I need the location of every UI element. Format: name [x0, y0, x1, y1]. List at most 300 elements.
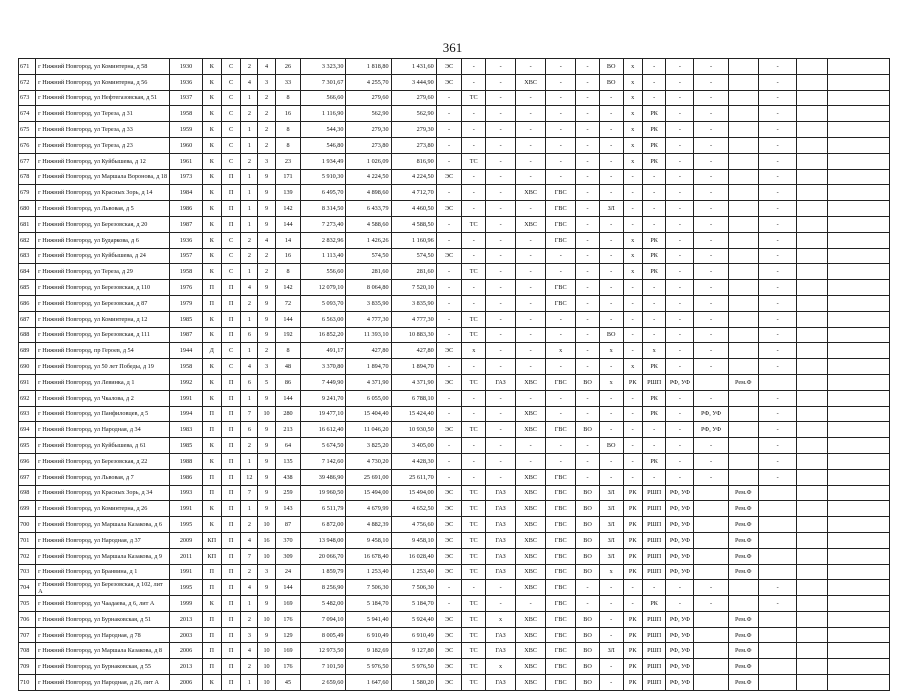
table-cell: РФ, УФ	[666, 485, 694, 501]
table-cell: -	[694, 469, 728, 485]
table-cell: 12 079,10	[301, 280, 346, 296]
table-cell: РШП	[642, 611, 666, 627]
table-cell: С	[221, 59, 240, 75]
table-cell: П	[221, 216, 240, 232]
table-cell: 9	[258, 596, 275, 612]
table-cell: 695	[19, 438, 36, 454]
table-cell: 9	[258, 501, 275, 517]
table-cell: 273,80	[346, 137, 391, 153]
table-cell: П	[202, 580, 221, 596]
table-cell: РФ, УФ	[666, 611, 694, 627]
table-cell: 4	[241, 532, 258, 548]
table-cell	[797, 232, 827, 248]
table-cell: -	[599, 153, 623, 169]
table-cell: П	[202, 659, 221, 675]
table-cell: 683	[19, 248, 36, 264]
table-cell: ХВС	[516, 501, 546, 517]
table-cell: -	[516, 137, 546, 153]
table-cell: 176	[275, 611, 301, 627]
table-cell: ТС	[462, 675, 486, 691]
table-cell: -	[666, 169, 694, 185]
table-cell	[827, 485, 889, 501]
table-cell: 1 160,96	[391, 232, 436, 248]
table-cell: 281,60	[346, 264, 391, 280]
table-cell: 707	[19, 627, 36, 643]
table-cell: -	[642, 201, 666, 217]
table-body	[19, 59, 890, 691]
table-cell: -	[486, 74, 516, 90]
table-cell: 143	[275, 501, 301, 517]
table-cell: -	[666, 153, 694, 169]
table-cell	[827, 675, 889, 691]
table-cell: 8	[275, 90, 301, 106]
table-cell: г Нижний Новгород, ул Народная, д 78	[36, 627, 170, 643]
table-cell	[728, 422, 758, 438]
table-row	[19, 137, 890, 153]
table-row	[19, 659, 890, 675]
table-cell: 9 182,69	[346, 643, 391, 659]
table-cell: 192	[275, 327, 301, 343]
table-cell: ЭС	[436, 659, 462, 675]
table-cell: х	[623, 59, 642, 75]
table-cell	[797, 596, 827, 612]
table-cell: -	[758, 74, 797, 90]
table-cell: 72	[275, 295, 301, 311]
table-cell: 3	[258, 359, 275, 375]
table-cell	[797, 280, 827, 296]
table-cell	[728, 169, 758, 185]
table-cell: -	[666, 343, 694, 359]
table-cell: 1985	[170, 311, 202, 327]
table-cell	[827, 390, 889, 406]
table-cell: 25 691,00	[346, 469, 391, 485]
table-cell: -	[516, 169, 546, 185]
table-cell: 19 960,50	[301, 485, 346, 501]
table-cell: 1 859,79	[301, 564, 346, 580]
table-cell: ГВС	[546, 564, 576, 580]
table-cell: г Нижний Новгород, ул Куйбышева, д 61	[36, 438, 170, 454]
table-cell: 8 064,80	[346, 280, 391, 296]
table-cell: 2	[258, 343, 275, 359]
table-cell: -	[666, 453, 694, 469]
table-cell: -	[516, 201, 546, 217]
table-cell: РФ, УФ	[666, 675, 694, 691]
table-cell: -	[486, 137, 516, 153]
table-cell: 4 588,50	[391, 216, 436, 232]
table-cell: 9 458,10	[346, 532, 391, 548]
table-cell: -	[642, 90, 666, 106]
table-cell: ВО	[576, 659, 600, 675]
table-cell: 702	[19, 548, 36, 564]
table-cell: ГВС	[546, 295, 576, 311]
table-cell: -	[694, 580, 728, 596]
table-cell: ГВС	[546, 485, 576, 501]
table-cell: РШП	[642, 485, 666, 501]
table-cell: 679	[19, 185, 36, 201]
table-cell: 9	[258, 185, 275, 201]
table-cell	[827, 264, 889, 280]
table-cell: 574,50	[346, 248, 391, 264]
table-cell: К	[202, 453, 221, 469]
table-cell: РФ, УФ	[666, 659, 694, 675]
table-cell: -	[516, 327, 546, 343]
table-cell: г Нижний Новгород, ул Бурнаковская, д 51	[36, 611, 170, 627]
table-cell: 2	[241, 232, 258, 248]
table-cell: 693	[19, 406, 36, 422]
table-cell: ГВС	[546, 580, 576, 596]
table-cell: 1992	[170, 374, 202, 390]
table-cell: -	[486, 122, 516, 138]
table-cell: К	[202, 438, 221, 454]
table-cell: -	[576, 406, 600, 422]
table-cell: ЗЛ	[599, 501, 623, 517]
table-cell: -	[546, 137, 576, 153]
table-cell: ЗЛ	[599, 548, 623, 564]
table-cell: -	[666, 327, 694, 343]
table-cell: 176	[275, 659, 301, 675]
table-cell: 4	[258, 232, 275, 248]
table-cell: ВО	[576, 627, 600, 643]
table-cell: г Нижний Новгород, ул Березовская, д 20	[36, 216, 170, 232]
table-cell: 1 431,60	[391, 59, 436, 75]
table-cell: РФ, УФ	[666, 643, 694, 659]
table-cell	[827, 59, 889, 75]
table-cell: 1973	[170, 169, 202, 185]
table-cell: 4 588,60	[346, 216, 391, 232]
table-cell: 1930	[170, 59, 202, 75]
table-cell	[758, 485, 797, 501]
table-cell	[797, 469, 827, 485]
table-cell: -	[576, 359, 600, 375]
table-cell	[728, 596, 758, 612]
table-cell: ГВС	[546, 627, 576, 643]
table-cell: ЭС	[436, 517, 462, 533]
table-cell: 9	[258, 422, 275, 438]
table-row	[19, 580, 890, 596]
table-cell: 4 224,50	[391, 169, 436, 185]
table-cell: 279,60	[391, 90, 436, 106]
table-cell: -	[462, 201, 486, 217]
table-cell: г Нижний Новгород, ул Березовская, д 22	[36, 453, 170, 469]
table-cell: -	[546, 59, 576, 75]
table-cell: 1995	[170, 580, 202, 596]
table-cell	[827, 74, 889, 90]
table-cell: 1991	[170, 501, 202, 517]
table-cell: -	[486, 580, 516, 596]
table-cell: -	[436, 359, 462, 375]
table-row	[19, 548, 890, 564]
table-cell: 64	[275, 438, 301, 454]
table-cell: г Нижний Новгород, ул Бурнаковская, д 55	[36, 659, 170, 675]
table-cell: ГВС	[546, 374, 576, 390]
table-cell: 2011	[170, 548, 202, 564]
table-cell: -	[599, 390, 623, 406]
table-cell: 15 424,40	[391, 406, 436, 422]
table-cell: 16 028,40	[391, 548, 436, 564]
table-cell: -	[694, 390, 728, 406]
table-cell: ВО	[576, 675, 600, 691]
table-cell: 87	[275, 517, 301, 533]
table-cell: -	[623, 343, 642, 359]
table-cell: 7 520,10	[391, 280, 436, 296]
table-cell: ХВС	[516, 469, 546, 485]
table-cell: Рем.Ф	[728, 532, 758, 548]
table-cell: -	[576, 122, 600, 138]
table-cell: ГАЗ	[486, 532, 516, 548]
table-cell	[728, 343, 758, 359]
table-cell: ХВС	[516, 185, 546, 201]
table-cell: -	[486, 469, 516, 485]
table-cell: -	[694, 137, 728, 153]
table-cell: 8	[275, 122, 301, 138]
table-cell: г Нижний Новгород, ул Народная, д 37	[36, 532, 170, 548]
table-cell: -	[462, 280, 486, 296]
table-cell: П	[221, 390, 240, 406]
table-cell	[797, 564, 827, 580]
table-cell	[797, 264, 827, 280]
table-cell: -	[758, 122, 797, 138]
table-cell: П	[202, 627, 221, 643]
table-cell: 3	[258, 74, 275, 90]
table-cell: 9	[258, 295, 275, 311]
table-cell: С	[221, 264, 240, 280]
table-cell: 2013	[170, 611, 202, 627]
table-cell: -	[462, 406, 486, 422]
table-cell: -	[623, 216, 642, 232]
table-cell: 1979	[170, 295, 202, 311]
table-cell	[694, 564, 728, 580]
table-cell: ЭС	[436, 343, 462, 359]
table-cell: Д	[202, 343, 221, 359]
table-cell: РФ, УФ	[694, 406, 728, 422]
table-cell: 5	[258, 374, 275, 390]
table-cell: 20 066,70	[301, 548, 346, 564]
table-cell: 1959	[170, 122, 202, 138]
table-cell: П	[202, 406, 221, 422]
table-cell: 698	[19, 485, 36, 501]
table-cell: 710	[19, 675, 36, 691]
table-cell: ГАЗ	[486, 564, 516, 580]
table-cell: РК	[642, 153, 666, 169]
table-cell: 16 612,40	[301, 422, 346, 438]
table-cell: 546,80	[301, 137, 346, 153]
table-cell: 171	[275, 169, 301, 185]
table-cell: -	[546, 74, 576, 90]
table-cell: х	[623, 106, 642, 122]
table-cell: 4 777,30	[346, 311, 391, 327]
table-cell: -	[576, 74, 600, 90]
table-cell	[827, 580, 889, 596]
table-cell: С	[221, 137, 240, 153]
table-cell: 3 323,30	[301, 59, 346, 75]
table-cell: -	[486, 248, 516, 264]
table-cell: г Нижний Новгород, ул Бударкова, д 6	[36, 232, 170, 248]
table-cell: -	[462, 580, 486, 596]
table-cell: г Нижний Новгород, ул Красных Зорь, д 14	[36, 185, 170, 201]
table-cell	[827, 453, 889, 469]
table-cell	[728, 122, 758, 138]
table-cell: -	[599, 406, 623, 422]
table-row	[19, 643, 890, 659]
table-cell: 279,30	[346, 122, 391, 138]
table-cell: К	[202, 264, 221, 280]
table-cell: -	[694, 185, 728, 201]
table-cell: 24	[275, 564, 301, 580]
table-cell	[694, 485, 728, 501]
table-cell: -	[516, 438, 546, 454]
table-cell: -	[486, 201, 516, 217]
table-cell: 685	[19, 280, 36, 296]
table-row	[19, 596, 890, 612]
table-cell: 6	[241, 374, 258, 390]
table-cell: 6 511,79	[301, 501, 346, 517]
table-cell: П	[221, 643, 240, 659]
table-cell: -	[516, 122, 546, 138]
table-cell: ГВС	[546, 659, 576, 675]
table-cell: -	[436, 327, 462, 343]
table-cell: 10	[258, 675, 275, 691]
table-cell: 15 494,00	[346, 485, 391, 501]
table-cell: -	[623, 422, 642, 438]
table-cell: г Нижний Новгород, ул Куйбышева, д 24	[36, 248, 170, 264]
table-cell: С	[221, 248, 240, 264]
table-cell: г Нижний Новгород, ул Тереза, д 29	[36, 264, 170, 280]
table-cell: -	[642, 185, 666, 201]
table-cell: -	[546, 248, 576, 264]
table-cell: РК	[642, 453, 666, 469]
table-row	[19, 90, 890, 106]
table-cell: -	[666, 359, 694, 375]
table-cell: ТС	[462, 327, 486, 343]
table-cell: ВО	[576, 643, 600, 659]
table-cell: -	[666, 469, 694, 485]
table-cell: 9 241,70	[301, 390, 346, 406]
table-cell: ВО	[576, 422, 600, 438]
table-cell	[827, 216, 889, 232]
table-cell: ЭС	[436, 627, 462, 643]
table-cell: -	[694, 453, 728, 469]
table-cell	[827, 422, 889, 438]
table-cell: 681	[19, 216, 36, 232]
table-cell: ВО	[599, 74, 623, 90]
table-row	[19, 611, 890, 627]
table-cell: 1960	[170, 137, 202, 153]
table-cell: -	[666, 264, 694, 280]
table-cell: ГВС	[546, 185, 576, 201]
table-cell: РШП	[642, 374, 666, 390]
table-cell: 10	[258, 406, 275, 422]
table-cell: 697	[19, 469, 36, 485]
table-cell: -	[436, 295, 462, 311]
table-cell: ЭС	[436, 532, 462, 548]
table-cell: П	[221, 201, 240, 217]
table-cell: 2009	[170, 532, 202, 548]
table-cell: 7 506,30	[391, 580, 436, 596]
table-cell: 1	[241, 264, 258, 280]
table-cell: К	[202, 596, 221, 612]
table-cell: -	[516, 295, 546, 311]
table-cell	[694, 627, 728, 643]
table-cell: -	[599, 659, 623, 675]
table-cell	[758, 611, 797, 627]
table-cell: РК	[642, 248, 666, 264]
table-cell: -	[666, 216, 694, 232]
table-cell	[728, 137, 758, 153]
table-cell: ГВС	[546, 596, 576, 612]
table-cell: -	[486, 453, 516, 469]
table-cell	[694, 532, 728, 548]
table-cell: ТС	[462, 501, 486, 517]
table-cell: -	[462, 359, 486, 375]
table-row	[19, 675, 890, 691]
table-cell: -	[758, 106, 797, 122]
table-cell	[797, 248, 827, 264]
table-cell: ЭС	[436, 374, 462, 390]
table-row	[19, 469, 890, 485]
table-cell: -	[516, 280, 546, 296]
table-cell: 7 094,10	[301, 611, 346, 627]
table-cell: -	[546, 122, 576, 138]
table-cell: -	[666, 280, 694, 296]
table-cell: -	[516, 359, 546, 375]
table-cell: -	[758, 248, 797, 264]
table-cell: ГАЗ	[486, 374, 516, 390]
table-cell: ТС	[462, 264, 486, 280]
table-cell: П	[202, 643, 221, 659]
table-cell	[827, 611, 889, 627]
table-cell	[797, 201, 827, 217]
table-cell: К	[202, 675, 221, 691]
table-cell: 279,60	[346, 90, 391, 106]
table-cell: П	[202, 280, 221, 296]
table-cell: г Нижний Новгород, ул Куйбышева, д 12	[36, 153, 170, 169]
table-cell: -	[546, 169, 576, 185]
table-cell	[728, 406, 758, 422]
table-cell: 4	[258, 59, 275, 75]
table-cell: РК	[642, 106, 666, 122]
table-cell: 1 647,60	[346, 675, 391, 691]
table-cell: П	[221, 295, 240, 311]
table-cell: -	[436, 453, 462, 469]
table-row	[19, 343, 890, 359]
table-cell: П	[221, 185, 240, 201]
table-cell: г Нижний Новгород, ул Коминтерна, д 58	[36, 59, 170, 75]
table-cell: -	[758, 90, 797, 106]
table-cell: -	[642, 74, 666, 90]
table-cell: ВО	[576, 374, 600, 390]
table-cell	[728, 469, 758, 485]
table-cell: 1	[241, 169, 258, 185]
table-row	[19, 264, 890, 280]
table-cell: Рем.Ф	[728, 627, 758, 643]
table-cell: 2	[241, 295, 258, 311]
table-cell: П	[202, 469, 221, 485]
table-cell: 8	[275, 137, 301, 153]
table-cell: 5 184,70	[391, 596, 436, 612]
table-cell: -	[546, 390, 576, 406]
table-cell: 16 852,20	[301, 327, 346, 343]
table-cell	[694, 517, 728, 533]
table-cell: -	[462, 453, 486, 469]
table-cell	[694, 659, 728, 675]
table-cell: -	[486, 264, 516, 280]
table-cell: х	[599, 343, 623, 359]
table-cell: 6 788,10	[391, 390, 436, 406]
table-cell: -	[694, 201, 728, 217]
table-cell: -	[486, 327, 516, 343]
table-cell: г Нижний Новгород, ул Львовая, д 7	[36, 469, 170, 485]
table-cell: 2	[258, 137, 275, 153]
